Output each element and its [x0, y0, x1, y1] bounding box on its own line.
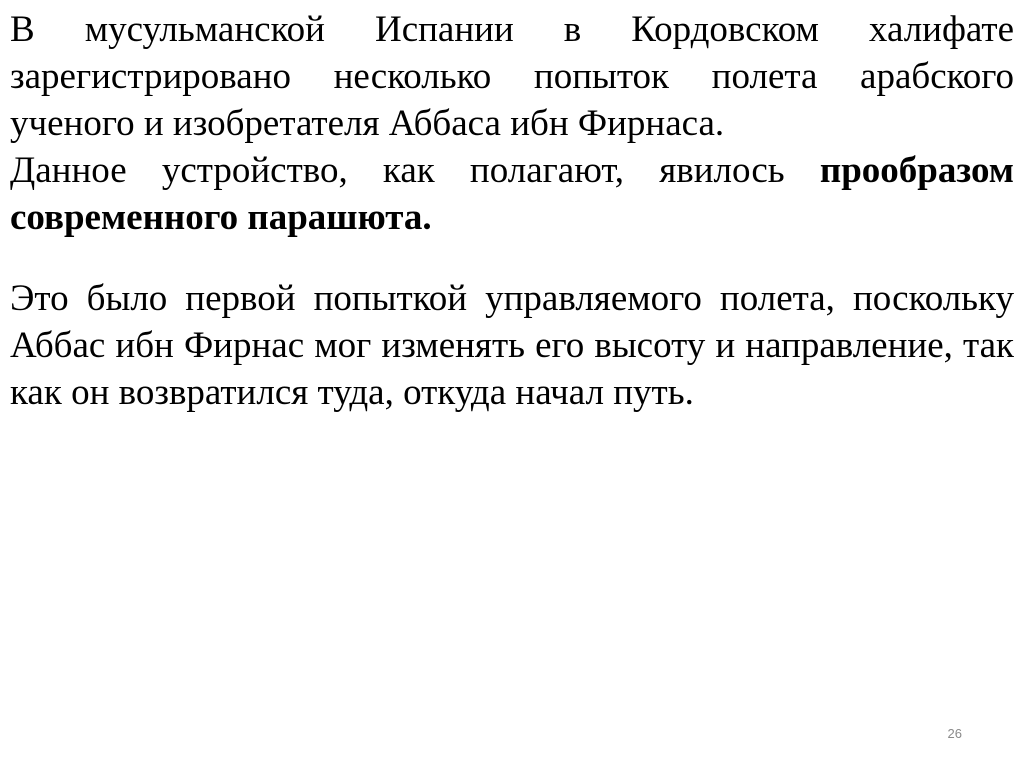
page-number: 26	[947, 726, 962, 741]
paragraph-parachute-text: Данное устройство, как полагают, явилось	[10, 150, 820, 191]
paragraph-parachute-prototype	[10, 147, 1014, 241]
paragraph-cordoba-flights: В мусульманской Испании в Кордовском халифате зарегистрировано несколько попыток полета арабского ученого и изобретателя Аббаса ибн Фирнаса.	[10, 9, 1014, 144]
parachute-emphasis: прообразом современного парашюта.	[10, 150, 1014, 238]
text-block-bottom	[10, 275, 1014, 416]
paragraph-controlled-flight: Это было первой попыткой управляемого полета, поскольку Аббас ибн Фирнас мог изменять его высоту и направление, так как он возвратился туда, откуда начал путь.	[10, 278, 1014, 413]
text-block-top	[10, 6, 1014, 241]
